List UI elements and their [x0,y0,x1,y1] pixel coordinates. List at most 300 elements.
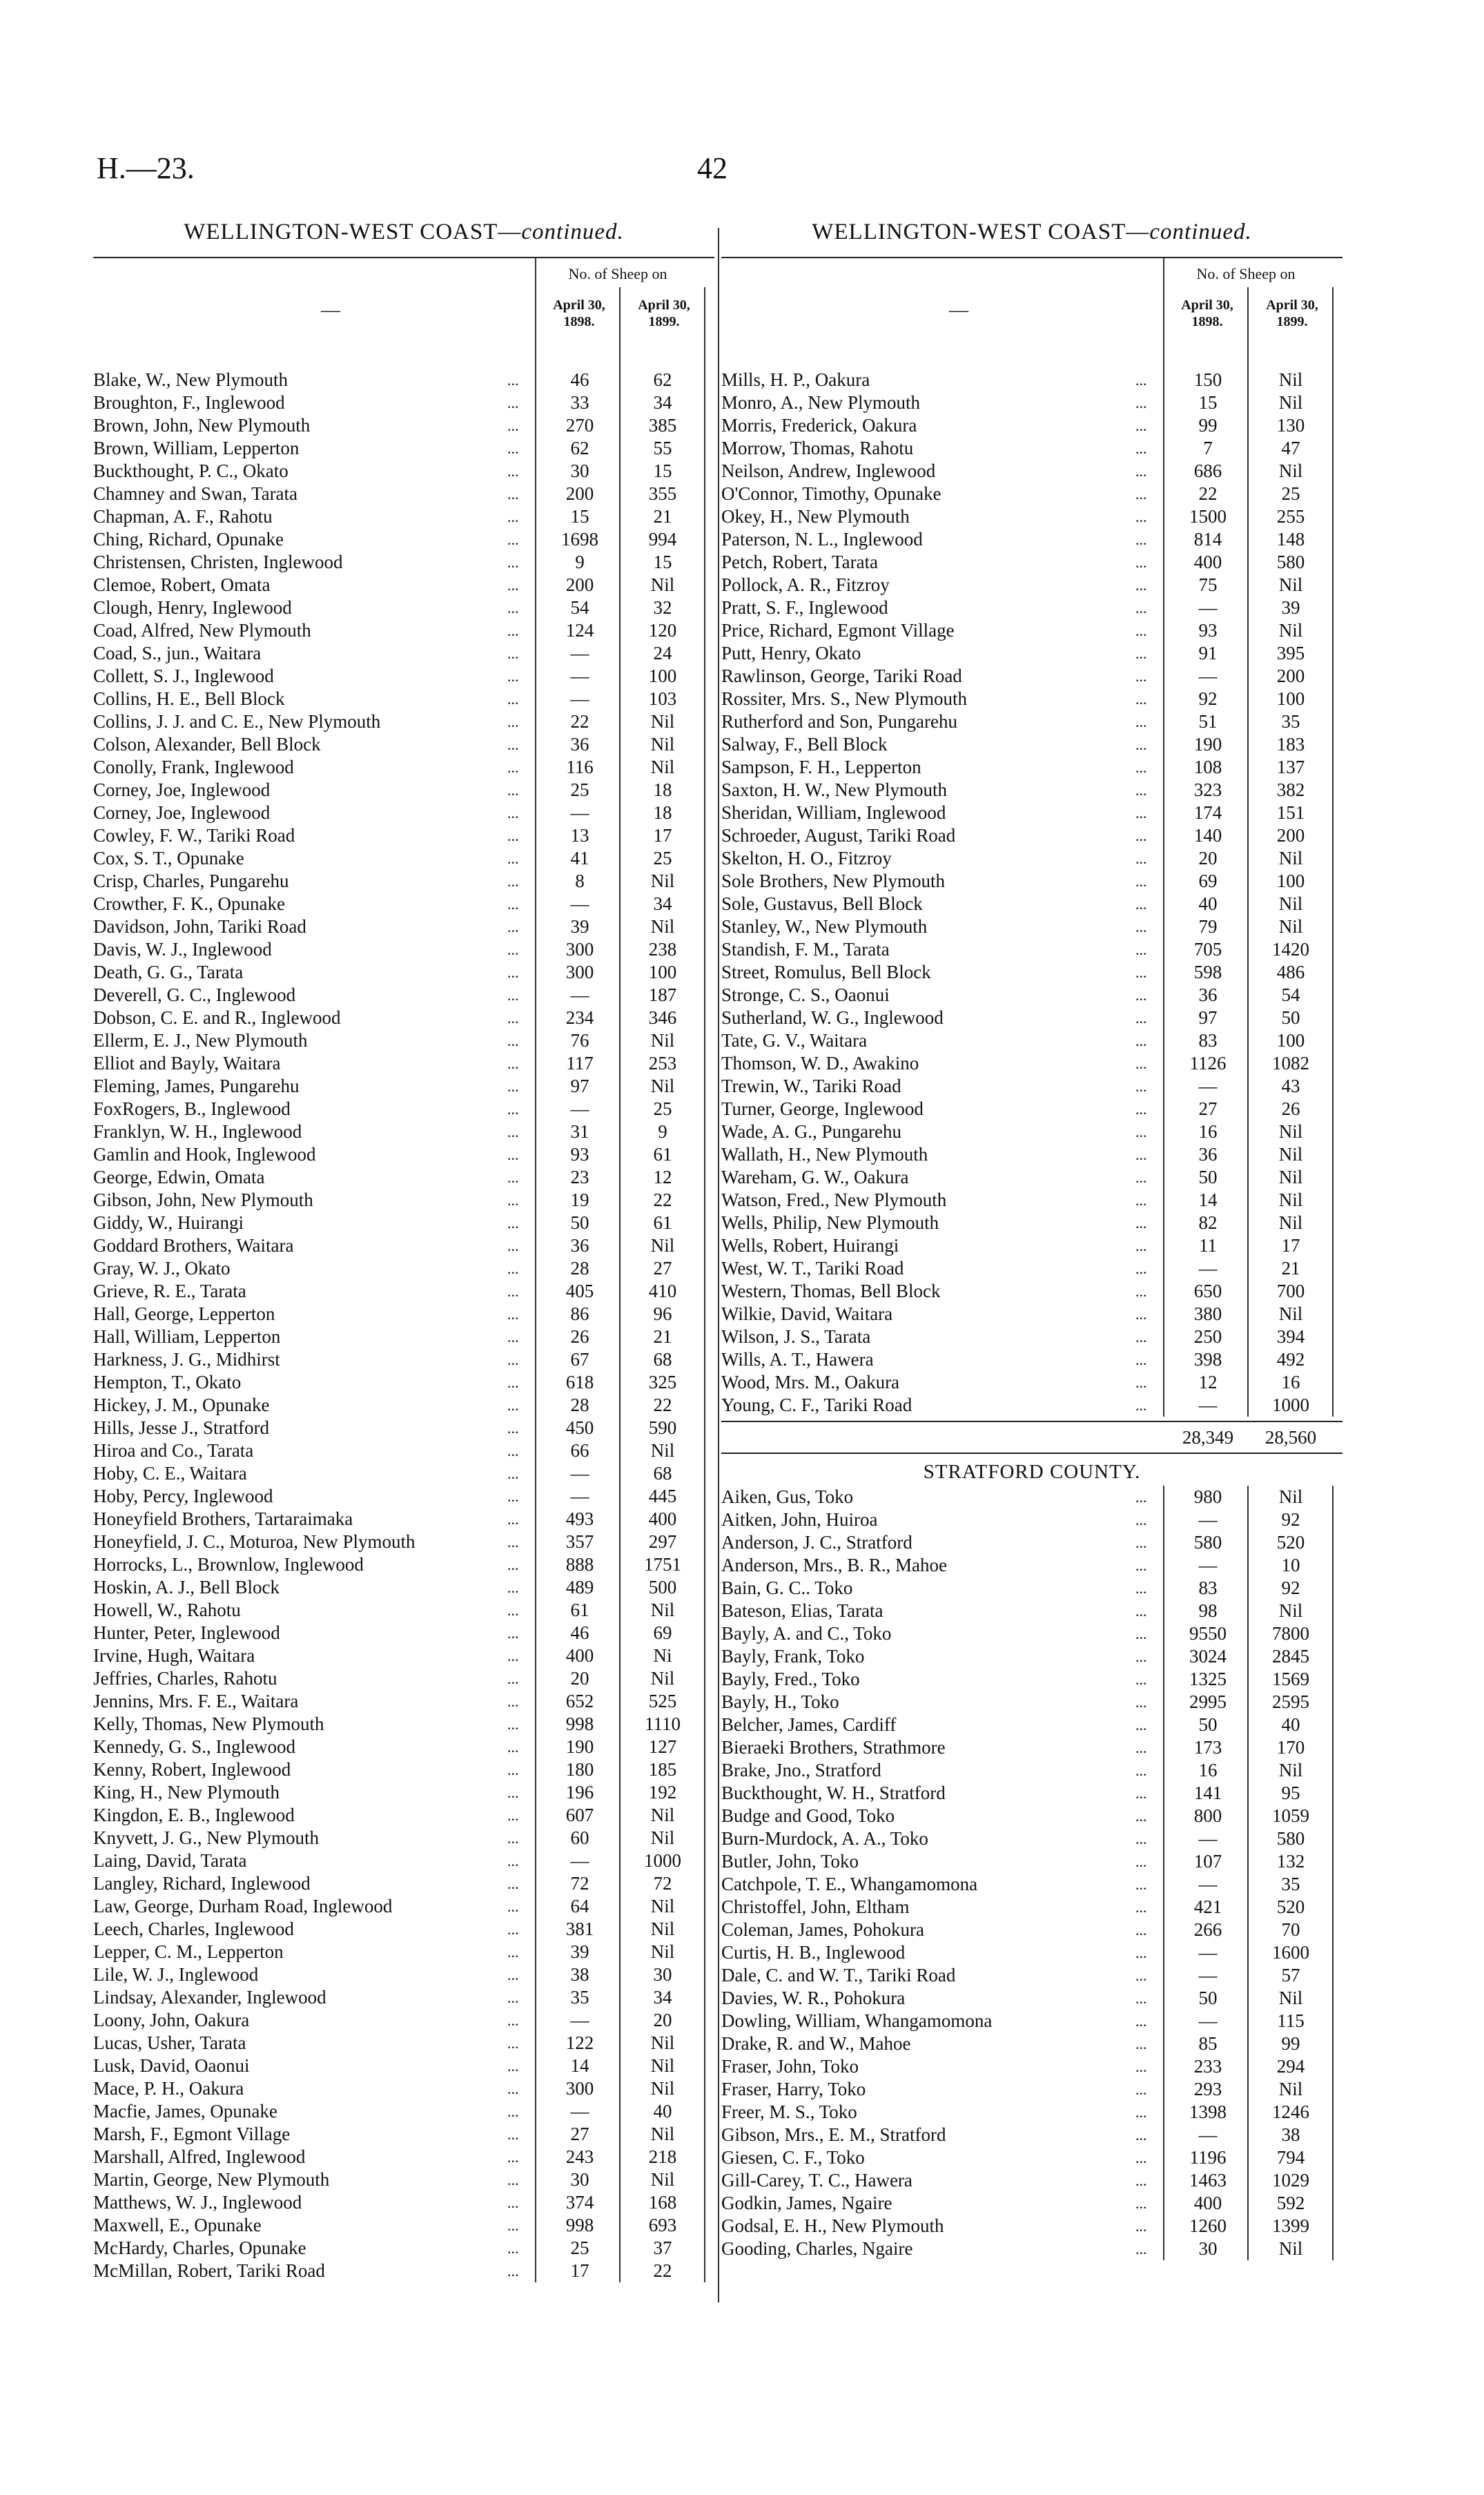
sheep-1899: Nil [650,711,675,732]
owner-name: Hills, Jesse J., Stratford [93,1417,269,1438]
header-rule [1332,287,1334,369]
leader-dots: ... [507,1397,519,1414]
owner-name: Honeyfield, J. C., Moturoa, New Plymouth [93,1531,416,1552]
leader-dots: ... [1135,2240,1147,2258]
leader-dots: ... [507,1556,519,1573]
leader-dots: ... [1135,576,1147,594]
owner-name: Blake, W., New Plymouth [93,369,288,390]
owner-name: Honeyfield Brothers, Tartaraimaka [93,1508,353,1529]
sheep-1898: 20 [570,1668,589,1689]
owner-name: Coleman, James, Pohokura [721,1919,924,1940]
owner-name: Curtis, H. B., Inglewood [721,1942,906,1963]
leader-dots: ... [507,964,519,981]
sheep-1898: — [1198,1555,1218,1575]
table-row [721,2215,1343,2237]
owner-name: Chamney and Swan, Tarata [93,483,298,504]
sheep-1899: 22 [653,1395,672,1415]
sheep-1898: 97 [1198,1007,1218,1028]
sheep-1899: Nil [1278,893,1303,914]
owner-name: McMillan, Robert, Tariki Road [93,2260,325,2281]
leader-dots: ... [1135,1283,1147,1300]
sheep-1898: 85 [1198,2033,1218,2054]
owner-name: Wilkie, David, Waitara [721,1303,893,1324]
table-row [721,802,1343,824]
owner-name: Conolly, Frank, Inglewood [93,757,294,777]
table-row [721,984,1343,1007]
owner-name: Laing, David, Tarata [93,1850,247,1871]
sheep-1898: 124 [565,620,594,641]
leader-dots: ... [507,1055,519,1072]
table-row [93,2055,714,2077]
table-row [93,1234,714,1257]
leader-dots: ... [1135,781,1147,799]
sheep-1898: — [1198,1076,1218,1096]
table-row [93,414,714,437]
leader-dots: ... [1135,1580,1147,1597]
sheep-1898: 16 [1198,1121,1218,1142]
sheep-1898: 83 [1198,1030,1218,1051]
table-row [721,2192,1343,2215]
sheep-1898: 607 [565,1805,594,1825]
column-rule [1247,369,1249,1417]
table-row [721,642,1343,665]
leader-dots: ... [1135,645,1147,662]
sheep-1899: Nil [1278,1190,1303,1210]
owner-name: Price, Richard, Egmont Village [721,620,955,641]
leader-dots: ... [1135,1693,1147,1711]
leader-dots: ... [1135,941,1147,958]
table-row [721,1007,1343,1029]
sheep-1898: 23 [570,1167,589,1187]
leader-dots: ... [1135,804,1147,822]
owner-name: Lindsay, Alexander, Inglewood [93,1987,326,2008]
sheep-1898: 107 [1193,1851,1222,1872]
sheep-1899: 26 [1281,1098,1300,1119]
leader-dots: ... [1135,1123,1147,1140]
owner-name: Jennins, Mrs. F. E., Waitara [93,1691,299,1711]
table-row [93,1713,714,1736]
leader-dots: ... [1135,531,1147,548]
owner-name: King, H., New Plymouth [93,1782,280,1803]
leader-dots: ... [1135,1716,1147,1734]
sheep-1898: 46 [570,369,589,390]
sheep-1898: 30 [570,460,589,481]
owner-name: Corney, Joe, Inglewood [93,779,271,800]
owner-name: Fraser, Harry, Toko [721,2079,866,2099]
owner-name: Mace, P. H., Oakura [93,2078,244,2099]
sheep-1899: 120 [648,620,677,641]
sheep-1898: — [570,2101,589,2122]
table-row [93,733,714,756]
table-row [93,1941,714,1963]
table-row [721,1189,1343,1212]
leader-dots: ... [507,781,519,799]
owner-name: Burn-Murdock, A. A., Toko [721,1828,928,1849]
owner-name: Bayly, Frank, Toko [721,1646,865,1667]
table-row [93,391,714,414]
sheep-1899: 47 [1281,438,1300,458]
leader-dots: ... [507,371,519,389]
owner-name: Gamlin and Hook, Inglewood [93,1144,316,1165]
header-rule [1247,287,1249,369]
leader-dots: ... [1135,1807,1147,1825]
owner-name: Davidson, John, Tariki Road [93,916,306,937]
leader-dots: ... [1135,2172,1147,2189]
owner-name: Salway, F., Bell Block [721,734,888,755]
leader-dots: ... [1135,1169,1147,1186]
table-row [721,1348,1343,1371]
column-rule [535,369,536,2282]
sheep-1899: 346 [648,1007,677,1028]
sheep-1898: 51 [1198,711,1218,732]
table-row [721,2169,1343,2192]
leader-dots: ... [1135,371,1147,389]
sheep-1898: 13 [570,825,589,846]
leader-dots: ... [1135,736,1147,753]
sheep-1899: 115 [1277,2010,1305,2031]
sheep-1898: 1698 [561,529,598,550]
leader-dots: ... [507,2103,519,2120]
leader-dots: ... [1135,508,1147,525]
sheep-1898: 39 [570,1941,589,1962]
leader-dots: ... [1135,2081,1147,2098]
owner-name: Collins, H. E., Bell Block [93,688,285,709]
sheep-1898: 234 [565,1007,594,1028]
sheep-1898: 72 [570,1873,589,1894]
owner-name: Bieraeki Brothers, Strathmore [721,1737,946,1758]
right-table-header [721,257,1343,369]
sheep-1899: 1569 [1272,1669,1309,1689]
sheep-1898: 35 [570,1987,589,2008]
sheep-1899: 325 [648,1372,677,1392]
sheep-1899: 590 [648,1417,677,1438]
leader-dots: ... [507,1123,519,1140]
leader-dots: ... [1135,1488,1147,1506]
sheep-1899: 520 [1276,1896,1305,1917]
leader-dots: ... [1135,1648,1147,1665]
table-row [721,1668,1343,1691]
table-row [93,893,714,915]
column-divider [718,228,719,2302]
column-rule [1332,1486,1334,2260]
owner-name: Skelton, H. O., Fitzroy [721,848,892,868]
leader-dots: ... [1135,554,1147,571]
owner-name: Giddy, W., Huirangi [93,1212,244,1233]
owner-name: Brown, John, New Plymouth [93,415,311,436]
leader-dots: ... [1135,1374,1147,1391]
sheep-1899: Nil [1278,1303,1303,1324]
owner-name: Sampson, F. H., Lepperton [721,757,921,777]
leader-dots: ... [507,1374,519,1391]
owner-name: Collett, S. J., Inglewood [93,666,274,686]
leader-dots: ... [507,440,519,457]
leader-dots: ... [507,1305,519,1323]
table-row [93,2237,714,2260]
sheep-1898: 400 [1193,2193,1222,2213]
sheep-1899: 500 [648,1577,677,1598]
sheep-1898: — [570,666,589,686]
leader-dots: ... [507,2194,519,2211]
sheep-1898: 25 [570,779,589,800]
leader-dots: ... [507,804,519,822]
sheep-1898: — [570,2010,589,2030]
table-row [93,1120,714,1143]
sheep-1899: 100 [648,962,677,982]
sheep-1898: 300 [565,2078,594,2099]
owner-name: Morrow, Thomas, Rahotu [721,438,914,458]
sheep-1899: 34 [653,392,672,413]
table-row [93,1827,714,1850]
sheep-1899: 50 [1281,1007,1300,1028]
sheep-1899: 25 [653,1098,672,1119]
owner-name: Hall, George, Lepperton [93,1303,275,1324]
sheep-1899: 61 [653,1212,672,1233]
sheep-1898: 62 [570,438,589,458]
leader-dots: ... [507,576,519,594]
leader-dots: ... [507,1328,519,1346]
sheep-1898: — [570,1098,589,1119]
owner-name: Giesen, C. F., Toko [721,2147,865,2168]
sheep-1898: 25 [570,2237,589,2258]
owner-name: Rossiter, Mrs. S., New Plymouth [721,688,967,709]
sheep-1898: 46 [570,1622,589,1643]
table-row [93,1007,714,1029]
table-row [93,938,714,961]
table-row [93,2100,714,2123]
table-row [93,1075,714,1098]
sheep-1898: 323 [1193,779,1222,800]
leader-dots: ... [507,2240,519,2257]
owner-name: Trewin, W., Tariki Road [721,1076,901,1096]
table-row [93,1417,714,1439]
sheep-1898: 16 [1198,1760,1218,1780]
sheep-1899: Nil [1278,1144,1303,1165]
leader-dots: ... [1135,1534,1147,1551]
table-row [721,961,1343,984]
leader-dots: ... [1135,2195,1147,2212]
sheep-1898: 9550 [1189,1623,1227,1644]
sheep-1898: 15 [570,506,589,527]
table-row [93,1644,714,1667]
table-row [721,2237,1343,2260]
leader-dots: ... [1135,2058,1147,2075]
leader-dots: ... [507,2148,519,2166]
header-rule [704,287,705,369]
table-row [721,1371,1343,1394]
leader-dots: ... [507,668,519,685]
leader-dots: ... [507,690,519,708]
sheep-1899: 183 [1276,734,1305,755]
owner-name: Maxwell, E., Opunake [93,2215,262,2235]
leader-dots: ... [507,645,519,662]
owner-name: Hoby, C. E., Waitara [93,1463,247,1484]
sheep-1898: 97 [570,1076,589,1096]
table-row [93,505,714,528]
leader-dots: ... [507,1989,519,2006]
sheep-1898: 75 [1198,574,1218,595]
table-row [93,1622,714,1644]
leader-dots: ... [1135,895,1147,913]
table-row [93,1895,714,1918]
leader-dots: ... [507,2171,519,2188]
leader-dots: ... [1135,1739,1147,1756]
sheep-1899: 1059 [1272,1805,1309,1826]
leader-dots: ... [507,713,519,730]
right-column-title: WELLINGTON-WEST COAST—continued. [812,220,1252,244]
owner-name: Grieve, R. E., Tarata [93,1281,246,1301]
table-row [93,1850,714,1872]
owner-name: Wood, Mrs. M., Oakura [721,1372,900,1392]
sheep-1899: 92 [1281,1509,1300,1530]
leader-dots: ... [507,485,519,503]
sheep-1899: Nil [1278,2238,1303,2259]
header-rule [535,258,536,369]
sheep-1899: Nil [650,2055,675,2076]
leader-dots: ... [507,850,519,867]
sheep-1898: 888 [565,1554,594,1575]
sheep-1898: 66 [570,1440,589,1461]
sheep-1899: 18 [653,802,672,823]
owner-name: Matthews, W. J., Inglewood [93,2192,302,2213]
owner-name: Christensen, Christen, Inglewood [93,552,343,572]
leader-dots: ... [507,873,519,890]
table-row [93,1029,714,1052]
owner-name: Budge and Good, Toko [721,1805,895,1826]
table-row [721,665,1343,688]
sheep-1898: 180 [565,1759,594,1780]
sheep-1899: Nil [1278,574,1303,595]
table-row [93,824,714,847]
sheep-1898: 598 [1193,962,1222,982]
owner-name: Gray, W. J., Okato [93,1258,231,1279]
leader-dots: ... [507,554,519,571]
column-rule [619,369,621,2282]
leader-dots: ... [507,1579,519,1596]
owner-name: Buckthought, W. H., Stratford [721,1783,946,1803]
left-column-title: WELLINGTON-WEST COAST—continued. [184,220,624,244]
sheep-1898: — [570,688,589,709]
owner-name: Brake, Jno., Stratford [721,1760,881,1780]
sheep-1898: 14 [570,2055,589,2076]
sheep-1899: Nil [1278,1760,1303,1780]
sheep-1899: 68 [653,1349,672,1370]
table-row [721,1303,1343,1326]
sheep-1898: 36 [1198,984,1218,1005]
sheep-1899: 27 [653,1258,672,1279]
sheep-1899: 62 [653,369,672,390]
name-column-header: — [949,300,968,321]
sheep-1899: 12 [653,1167,672,1187]
sheep-1898: 22 [1198,483,1218,504]
sheep-1898: 141 [1193,1783,1222,1803]
table-row [93,1212,714,1234]
sheep-1899: 2595 [1272,1691,1309,1712]
table-row [721,1782,1343,1805]
leader-dots: ... [507,508,519,525]
table-row [721,779,1343,802]
leader-dots: ... [507,895,519,913]
table-row [93,1348,714,1371]
owner-name: Dobson, C. E. and R., Inglewood [93,1007,341,1028]
sheep-1899: 1420 [1272,939,1309,960]
owner-name: Law, George, Durham Road, Inglewood [93,1896,393,1916]
col-1899-header: April 30, 1899. [1266,298,1318,329]
total-1898: 28,349 [1182,1427,1234,1448]
leader-dots: ... [507,2080,519,2097]
sheep-1899: Nil [1278,460,1303,481]
sheep-1898: 28 [570,1395,589,1415]
sheep-1898: 30 [570,2169,589,2190]
owner-name: Turner, George, Inglewood [721,1098,924,1119]
owner-name: FoxRogers, B., Inglewood [93,1098,291,1119]
table-row [721,1577,1343,1600]
leader-dots: ... [507,1784,519,1801]
left-column [93,220,714,2282]
sheep-1899: 1000 [644,1850,681,1871]
leader-dots: ... [507,1602,519,1619]
table-row [93,483,714,505]
sheep-1899: 70 [1281,1919,1300,1940]
owner-name: Deverell, G. C., Inglewood [93,984,296,1005]
owner-name: West, W. T., Tariki Road [721,1258,904,1279]
sheep-1899: Nil [650,1440,675,1461]
table-row [721,756,1343,779]
table-row [93,596,714,619]
sheep-1899: 100 [1276,688,1305,709]
table-row [721,1554,1343,1577]
table-row [93,1326,714,1348]
sheep-1898: 8 [575,871,585,891]
table-row [721,414,1343,437]
leader-dots: ... [507,1852,519,1870]
owner-name: Fleming, James, Pungarehu [93,1076,300,1096]
leader-dots: ... [1135,1671,1147,1688]
sheep-1898: 150 [1193,369,1222,390]
leader-dots: ... [507,1738,519,1756]
sheep-1898: 405 [565,1281,594,1301]
sheep-1899: 693 [648,2215,677,2235]
owner-name: Street, Romulus, Bell Block [721,962,931,982]
sheep-1899: 137 [1276,757,1305,777]
table-row [721,1166,1343,1189]
sheep-1898: 381 [565,1919,594,1939]
table-row [93,1576,714,1599]
owner-name: Petch, Robert, Tarata [721,552,879,572]
sheep-1898: 40 [1198,893,1218,914]
sheep-1899: 35 [1281,1874,1300,1894]
table-row [93,802,714,824]
sheep-1899: 151 [1276,802,1305,823]
sheep-1899: 185 [648,1759,677,1780]
sheep-1898: 99 [1198,415,1218,436]
sheep-1898: 116 [566,757,594,777]
sheep-1899: 1110 [645,1714,681,1734]
table-row [93,1098,714,1120]
sheep-1899: 382 [1276,779,1305,800]
sheep-1898: 980 [1193,1486,1222,1507]
owner-name: Gooding, Charles, Ngaire [721,2238,913,2259]
sheep-1898: 27 [1198,1098,1218,1119]
table-row [93,984,714,1007]
leader-dots: ... [507,1943,519,1961]
column-rule [1163,369,1164,1417]
owner-name: Lile, W. J., Inglewood [93,1964,259,1985]
sheep-1899: 40 [1281,1714,1300,1735]
owner-name: Sole, Gustavus, Bell Block [721,893,923,914]
leader-dots: ... [1135,1146,1147,1163]
owner-name: Sheridan, William, Inglewood [721,802,946,823]
sheep-1899: Nil [650,2078,675,2099]
